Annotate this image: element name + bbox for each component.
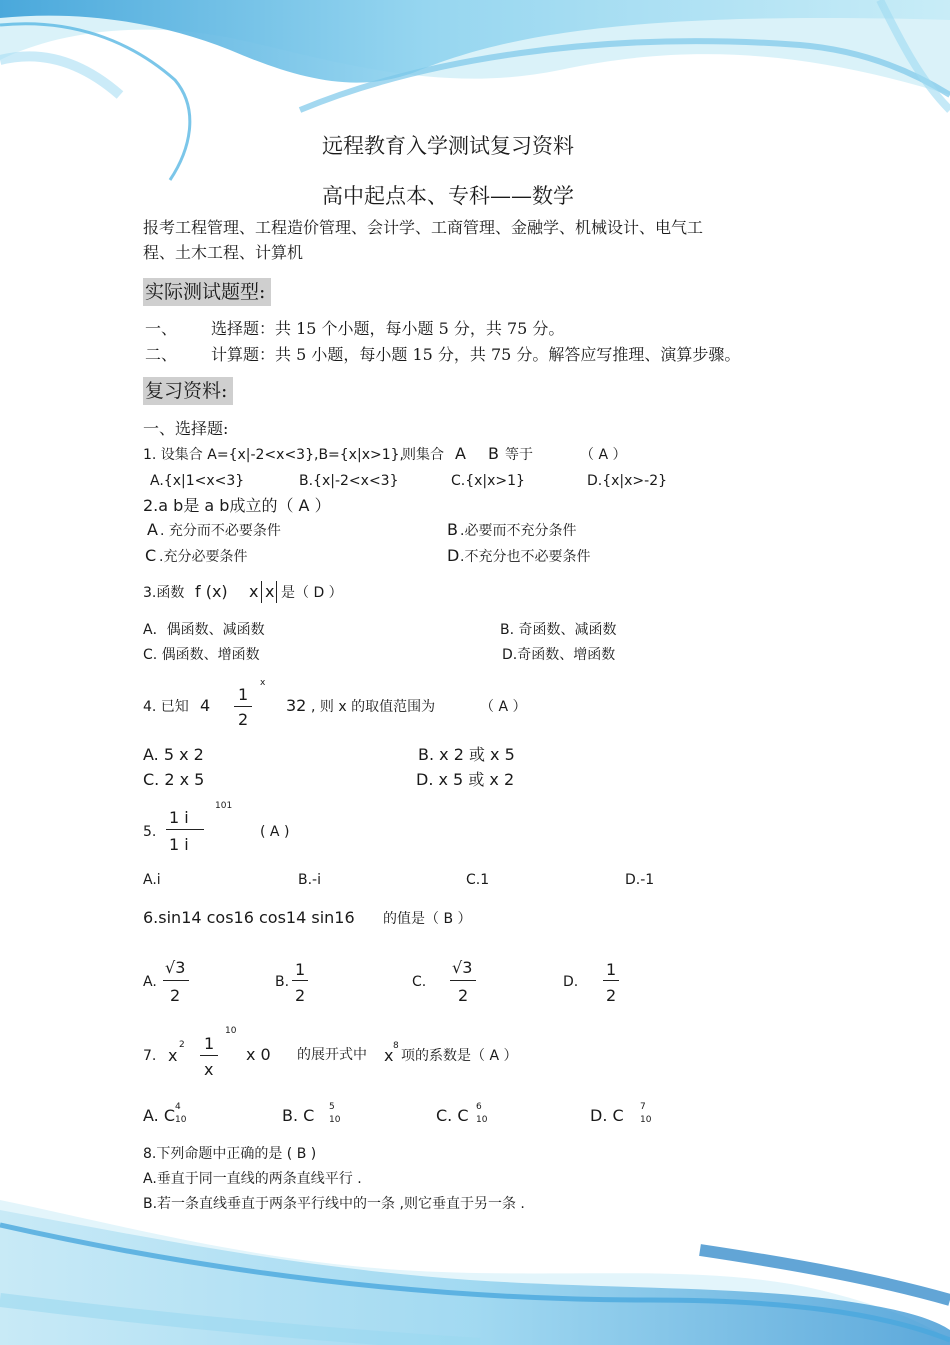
type-2-number: 二、 (145, 345, 178, 364)
q2-option-a-letter: A (147, 520, 158, 539)
type-1-number: 一、 (145, 319, 178, 338)
q4-option-b: B. x 2 或 x 5 (418, 745, 515, 764)
q2-stem: 2.a b是 a b成立的（ A ） (143, 496, 331, 515)
q4-rhs: 32 (286, 696, 307, 715)
q7-condition: x 0 (246, 1045, 271, 1064)
q5-denominator: 1 i (169, 835, 189, 854)
q4-fraction-bar (234, 706, 252, 707)
q7-option-a-sup: 4 (175, 1102, 181, 1112)
q3-function: f (x) (195, 582, 228, 601)
q3-x-inner: x (265, 582, 275, 601)
q7-fraction-bar (200, 1055, 218, 1056)
section-heading-review: 复习资料: (143, 377, 233, 405)
q6-option-d: D. (563, 974, 579, 990)
q5-option-b: B.-i (298, 872, 321, 888)
q7-tail: 项的系数是（ A ） (401, 1048, 518, 1064)
q1-stem: 1. 设集合 A={x|-2<x<3},B={x|x>1}, (143, 447, 404, 463)
q7-denominator: x (204, 1060, 214, 1079)
q1-option-c: C.{x|x>1} (451, 473, 525, 489)
q6-option-c-denominator: 2 (458, 986, 469, 1005)
q7-label: 7. (143, 1048, 157, 1064)
q6-option-c-numerator: √3 (452, 958, 473, 977)
q6-tail: 的值是（ B ） (383, 911, 472, 927)
doc-title: 远程教育入学测试复习资料 (322, 134, 574, 158)
q4-tail: , 则 x 的取值范围为 (311, 699, 436, 715)
q7-square: 2 (179, 1040, 185, 1050)
majors-line-1: 报考工程管理、工程造价管理、会计学、工商管理、金融学、机械设计、电气工 (143, 218, 704, 237)
q1-option-d: D.{x|x>-2} (587, 473, 668, 489)
q2-option-d-letter: D (447, 546, 460, 565)
q7-option-c: C. C (436, 1106, 469, 1125)
q3-stem: 3.函数 (143, 585, 185, 601)
q5-exponent: 101 (215, 801, 233, 811)
q7-mid: 的展开式中 (297, 1047, 367, 1063)
q5-answer: ( A ) (260, 824, 290, 840)
q5-numerator: 1 i (169, 808, 189, 827)
part-1-heading: 一、选择题: (143, 419, 229, 438)
q1-set-a: A (455, 444, 466, 463)
abs-bar-left (261, 581, 262, 603)
q6-option-c-bar (450, 980, 476, 981)
q8-option-b: B.若一条直线垂直于两条平行线中的一条 ,则它垂直于另一条 . (143, 1196, 525, 1212)
q3-option-b: B. 奇函数、减函数 (500, 622, 617, 638)
q1-tail: 等于 (505, 447, 533, 463)
majors-line-2: 程、土木工程、计算机 (143, 243, 304, 262)
q5-option-c: C.1 (466, 872, 490, 888)
q4-option-c: C. 2 x 5 (143, 770, 205, 789)
q6-option-d-denominator: 2 (606, 986, 617, 1005)
q7-option-b-sub: 10 (329, 1115, 341, 1125)
q8-stem: 8.下列命题中正确的是 ( B ) (143, 1146, 317, 1162)
q7-x8: x (384, 1046, 394, 1065)
q6-option-a-bar (163, 980, 189, 981)
q8-option-a: A.垂直于同一直线的两条直线平行 . (143, 1171, 362, 1187)
q2-option-c: .充分必要条件 (159, 549, 248, 565)
q1-answer: （ A ） (580, 447, 627, 463)
q6-option-b-denominator: 2 (295, 986, 306, 1005)
section-heading-test-types: 实际测试题型: (143, 278, 271, 306)
q4-answer: （ A ） (480, 699, 527, 715)
q7-power-8: 8 (393, 1041, 399, 1051)
q7-option-d: D. C (590, 1106, 624, 1125)
q6-option-c: C. (412, 974, 427, 990)
q7-option-a-sub: 10 (175, 1115, 187, 1125)
q1-option-b: B.{x|-2<x<3} (299, 473, 399, 489)
q3-tail: 是（ D ） (281, 585, 343, 601)
q7-option-b-sup: 5 (329, 1102, 335, 1112)
q4-fraction-numerator: 1 (238, 685, 249, 704)
q5-option-d: D.-1 (625, 872, 655, 888)
q7-numerator: 1 (204, 1034, 215, 1053)
q7-option-d-sup: 7 (640, 1102, 646, 1112)
q7-option-c-sup: 6 (476, 1102, 482, 1112)
type-1-text: 选择题：共 15 个小题，每小题 5 分，共 75 分。 (211, 319, 565, 338)
q2-option-d: .不充分也不必要条件 (460, 549, 591, 565)
q2-option-b: .必要而不充分条件 (460, 523, 577, 539)
q4-stem: 4. 已知 (143, 699, 189, 715)
q6-option-a-numerator: √3 (165, 958, 186, 977)
q6-option-a-denominator: 2 (170, 986, 181, 1005)
q4-option-d: D. x 5 或 x 2 (416, 770, 515, 789)
q4-option-a: A. 5 x 2 (143, 745, 204, 764)
q4-base: 4 (200, 696, 211, 715)
q7-option-c-sub: 10 (476, 1115, 488, 1125)
q3-x-outer: x (249, 582, 259, 601)
q2-option-b-letter: B (447, 520, 458, 539)
q5-fraction-bar (166, 829, 204, 830)
abs-bar-right (276, 581, 277, 603)
q6-stem: 6.sin14 cos16 cos14 sin16 (143, 908, 355, 927)
q6-option-d-bar (603, 980, 619, 981)
q6-option-b-numerator: 1 (295, 960, 306, 979)
q7-option-d-sub: 10 (640, 1115, 652, 1125)
q7-x: x (168, 1046, 178, 1065)
q5-option-a: A.i (143, 872, 161, 888)
q7-exponent: 10 (225, 1026, 237, 1036)
q2-option-c-letter: C (145, 546, 157, 565)
q5-label: 5. (143, 824, 157, 840)
q1-option-a: A.{x|1<x<3} (150, 473, 245, 489)
q4-fraction-denominator: 2 (238, 710, 249, 729)
q2-option-a: . 充分而不必要条件 (160, 523, 281, 539)
q6-option-a: A. (143, 974, 157, 990)
q6-option-b-bar (292, 980, 308, 981)
q1-set-b: B (488, 444, 499, 463)
q3-option-a: A．偶函数、减函数 (143, 622, 265, 638)
q6-option-d-numerator: 1 (606, 960, 617, 979)
q1-stem-2: 则集合 (402, 447, 444, 463)
q4-exponent: x (260, 678, 266, 688)
doc-subtitle: 高中起点本、专科——数学 (322, 184, 574, 208)
q3-option-d: D.奇函数、增函数 (502, 647, 616, 663)
q3-option-c: C. 偶函数、增函数 (143, 647, 260, 663)
type-2-text: 计算题：共 5 小题，每小题 15 分，共 75 分。解答应写推理、演算步骤。 (211, 345, 741, 364)
q7-option-a: A. C (143, 1106, 176, 1125)
q7-option-b: B. C (282, 1106, 315, 1125)
q6-option-b: B. (275, 974, 290, 990)
